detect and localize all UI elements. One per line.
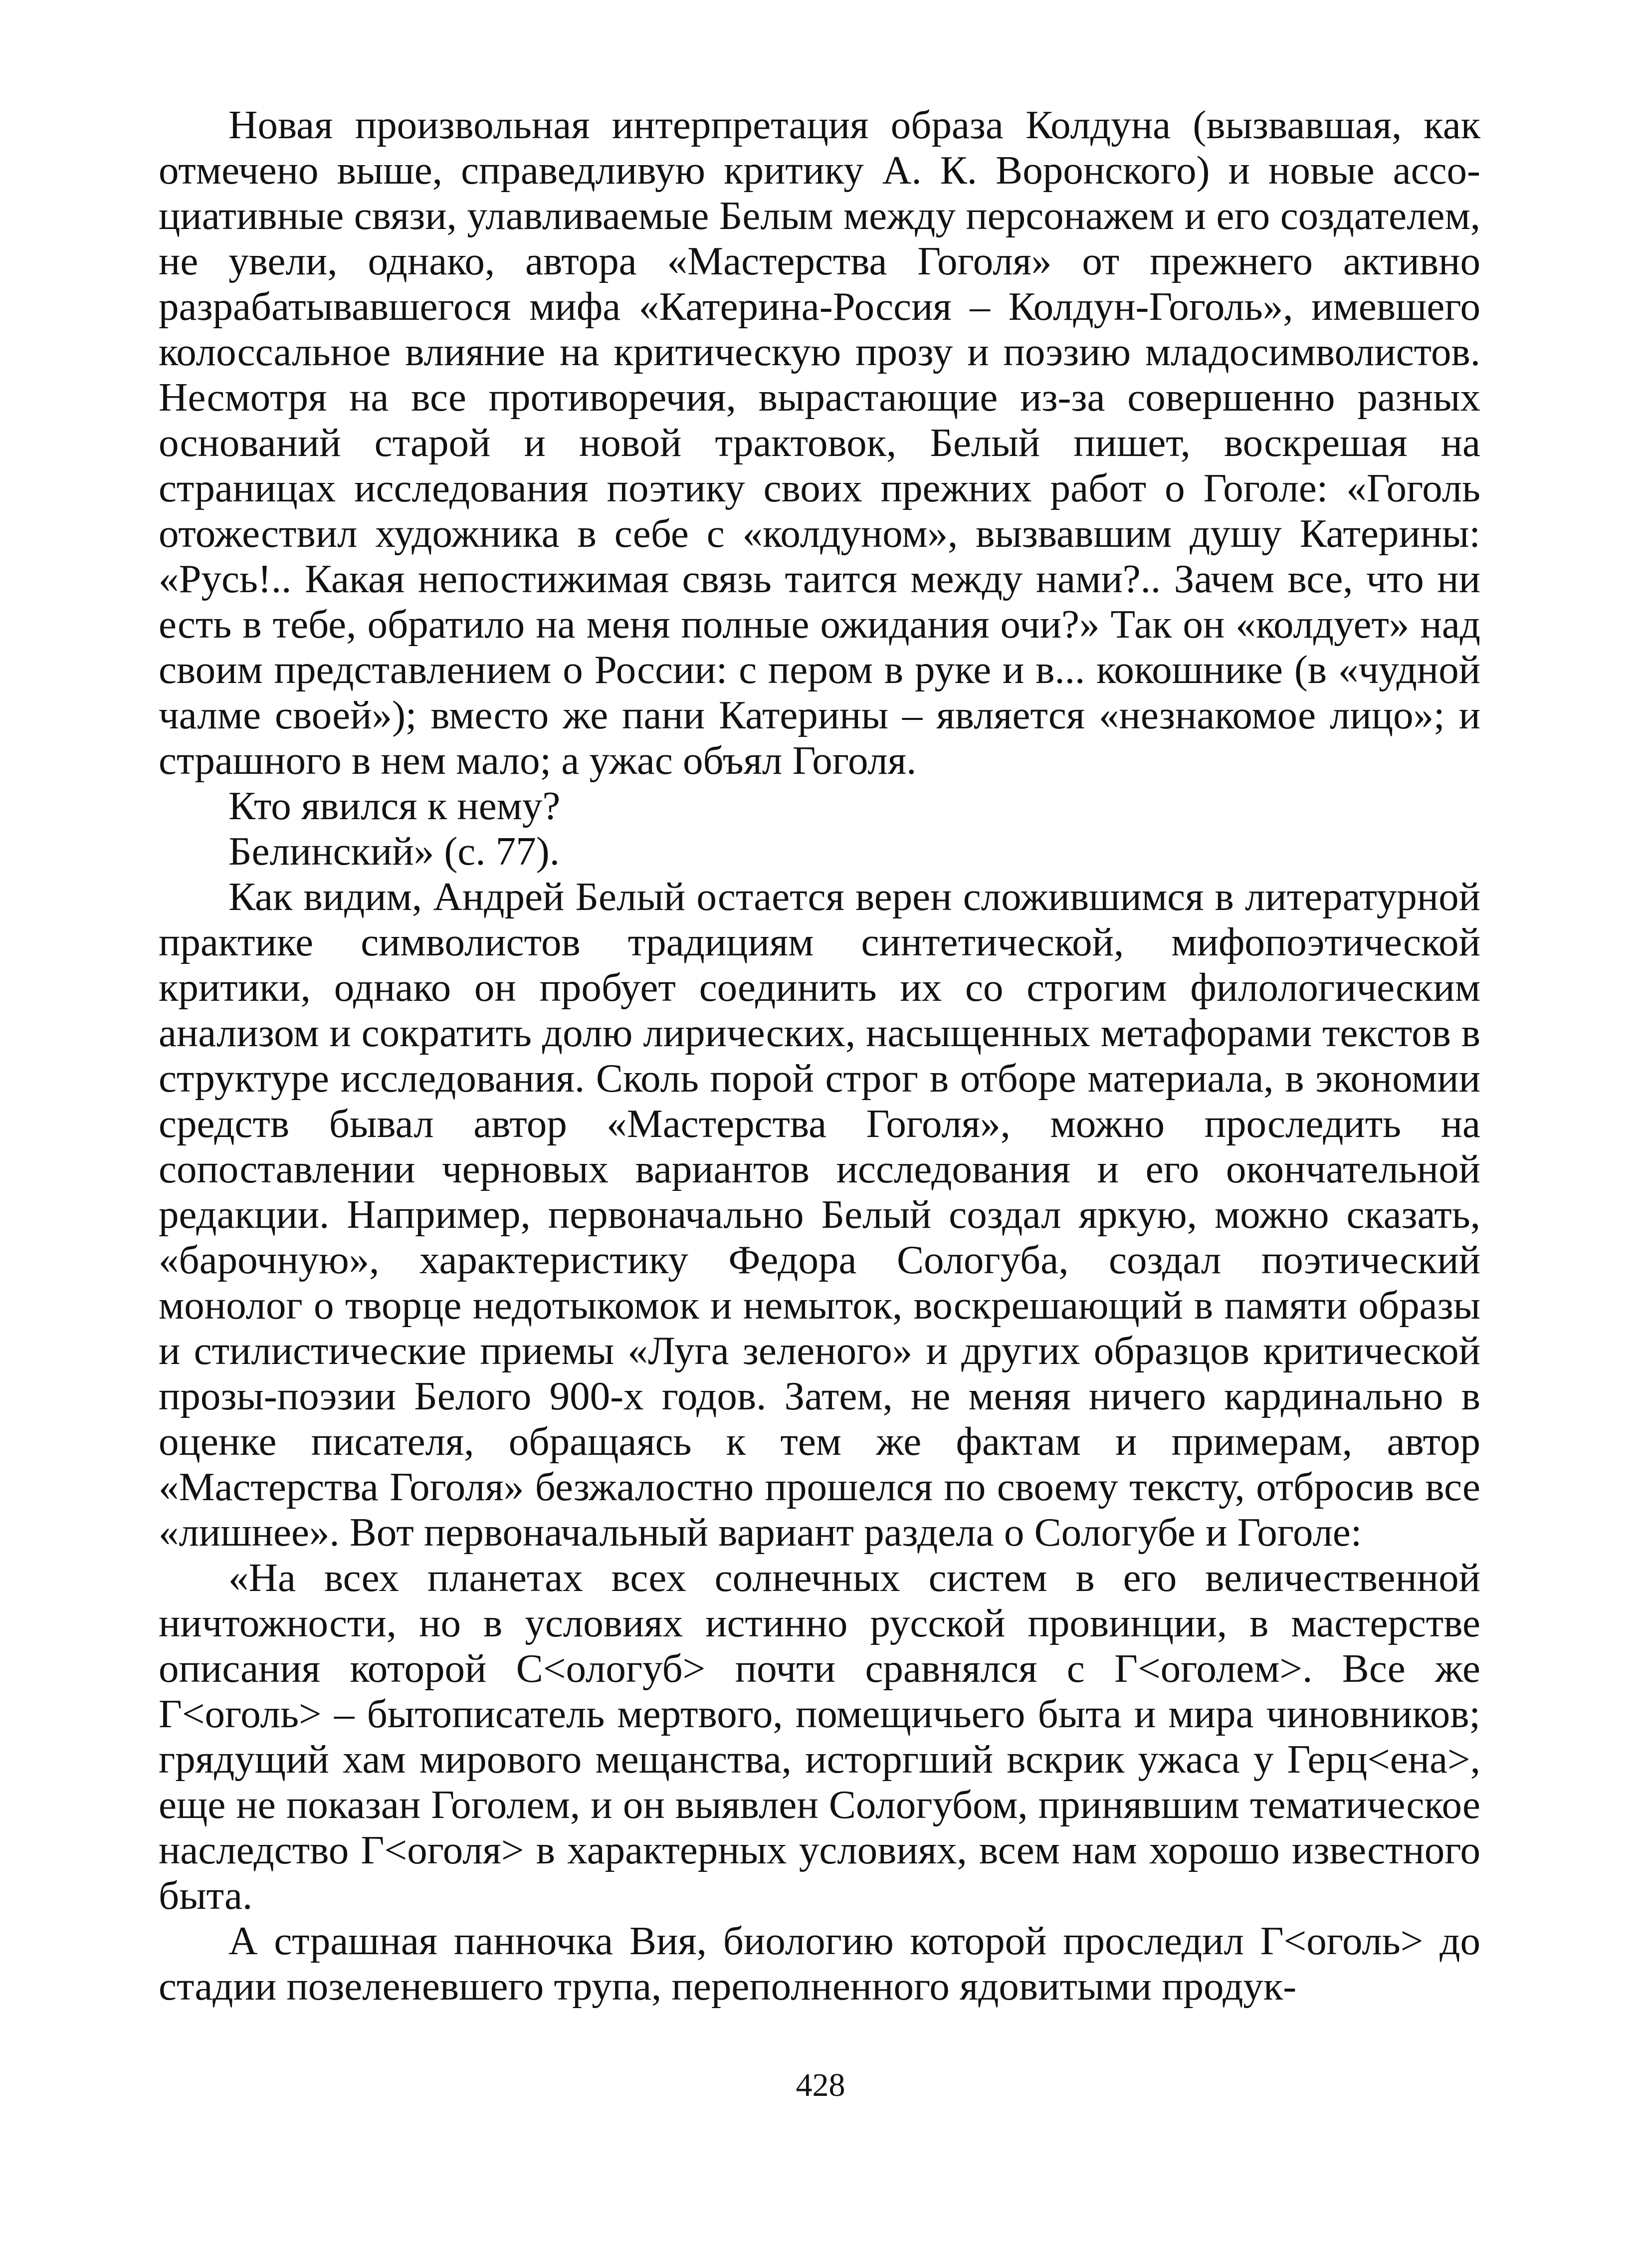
paragraph-pannochka: А страшная панночка Вия, биологию которой проследил Г<оголь> до стадии позеленевшего трупа, переполненного ядовитыми продук- xyxy=(159,1918,1480,2009)
paragraph-belinsky: Белинский» (с. 77). xyxy=(228,829,560,874)
paragraph-koldun-myth: Новая произвольная интерпретация образа Колдуна (вызвавшая, как отмечено выше, справедливую критику А. К. Воронского) и новые ассоциативные связи, улавливаемые Белым между персонажем и его создателем, не увели, однако, автора «Мастерства Гоголя» от прежнего активно разрабатывавшегося мифа «Катерина-Россия – Колдун-Гоголь», имевшего колоссальное влияние на критическую прозу и поэзию младосимволистов. Несмотря на все противоречия, вырастающие из-за совершенно разных оснований старой и новой трактовок, Белый пишет, воскрешая на страницах исследования поэтику своих прежних работ о Гоголе: «Гоголь отожествил художника в себе с «колдуном», вызвавшим душу Катерины: «Русь!.. Какая непостижимая связь таится между нами?.. Зачем все, что ни есть в тебе, обратило на меня полные ожидания очи?» Так он «колдует» над своим представлением о России: с пером в руке и в... кокошнике (в «чудной чалме своей»); вместо же пани Катерины – является «незнакомое лицо»; и страшного в нем мало; а ужас объял Гоголя. xyxy=(159,102,1480,783)
paragraph-bely-method: Как видим, Андрей Белый остается верен сложившимся в литературной практике символистов традициям синтетической, мифопоэтической критики, однако он пробует соединить их со строгим филологическим анализом и сократить долю лирических, насыщенных метафорами текстов в структуре исследования. Сколь порой строг в отборе материала, в экономии средств бывал автор «Мастерства Гоголя», можно проследить на сопоставлении черновых вариантов исследования и его окончательной редакции. Например, первоначально Белый создал яркую, можно сказать, «барочную», характеристику Федора Сологуба, создал поэтический монолог о творце недотыкомок и немыток, воскрешающий в памяти образы и стилистические приемы «Луга зеленого» и других образцов критической прозы-поэзии Белого 900-х годов. Затем, не меняя ничего кардинально в оценке писателя, обращаясь к тем же фактам и примерам, автор «Мастерства Гоголя» безжалостно прошелся по своему тексту, отбросив все «лишнее». Вот первоначальный вариант раздела о Сологубе и Гоголе: xyxy=(159,874,1480,1555)
paragraph-quote-sologub: «На всех планетах всех солнечных систем в его величественной ничтожности, но в условиях истинно русской провинции, в мастерстве описания которой С<ологуб> почти сравнялся с Г<оголем>. Все же Г<оголь> – бытописатель мертвого, помещичьего быта и мира чиновников; грядущий хам мирового мещанства, исторгший вскрик ужаса у Герц<ена>, еще не показан Гоголем, и он выявлен Сологубом, принявшим тематическое наследство Г<оголя> в характерных условиях, всем нам хорошо известного быта. xyxy=(159,1555,1480,1918)
body-text xyxy=(159,102,1480,2009)
paragraph-question: Кто явился к нему? xyxy=(228,783,561,828)
page-number: 428 xyxy=(796,2067,845,2103)
